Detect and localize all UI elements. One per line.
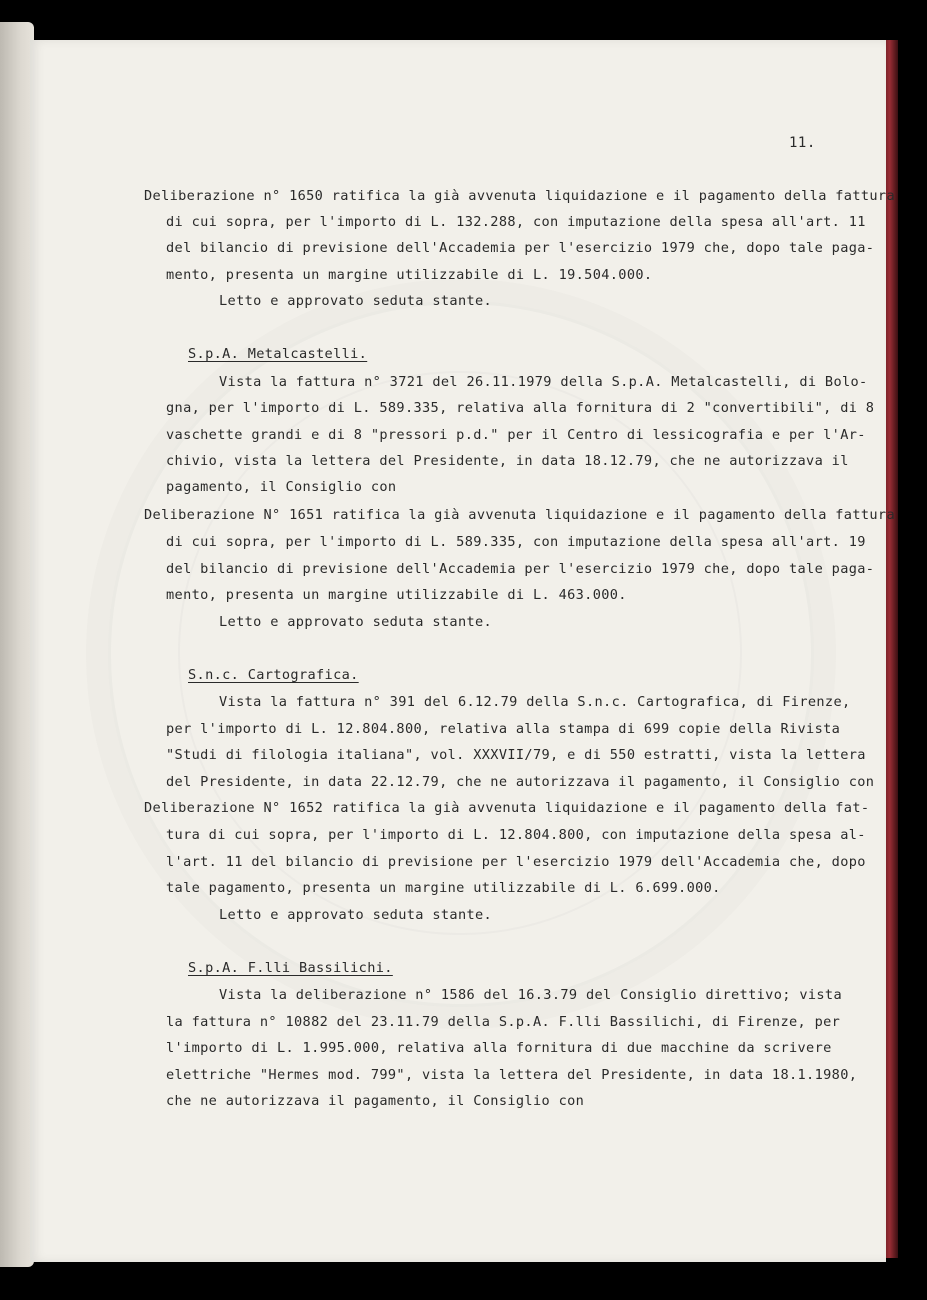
text-line: pagamento, il Consiglio con xyxy=(166,479,397,495)
text-line: di cui sopra, per l'importo di L. 589.335, con imputazione della spesa all'art. 19 xyxy=(166,534,866,550)
text-line: Deliberazione n° 1650 ratifica la già avvenuta liquidazione e il pagamento della fattura xyxy=(144,188,896,204)
book-cover-edge xyxy=(884,40,898,1258)
text-line: Deliberazione N° 1652 ratifica la già avvenuta liquidazione e il pagamento della fat- xyxy=(144,800,870,816)
text-line: Deliberazione N° 1651 ratifica la già avvenuta liquidazione e il pagamento della fattura xyxy=(144,507,896,523)
section-heading: S.p.A. Metalcastelli. xyxy=(188,346,368,362)
text-line: Vista la fattura n° 391 del 6.12.79 della S.n.c. Cartografica, di Firenze, xyxy=(219,694,851,710)
text-line: l'importo di L. 1.995.000, relativa alla fornitura di due macchine da scrivere xyxy=(166,1040,832,1056)
text-line: gna, per l'importo di L. 589.335, relativa alla fornitura di 2 "convertibili", di 8 xyxy=(166,400,875,416)
text-line: Letto e approvato seduta stante. xyxy=(219,293,493,309)
text-line: di cui sopra, per l'importo di L. 132.288, con imputazione della spesa all'art. 11 xyxy=(166,214,866,230)
text-line: mento, presenta un margine utilizzabile di L. 463.000. xyxy=(166,587,627,603)
text-line: tura di cui sopra, per l'importo di L. 12.804.800, con imputazione della spesa al- xyxy=(166,827,866,843)
section-heading: S.n.c. Cartografica. xyxy=(188,667,359,683)
adjacent-page-edge xyxy=(0,22,34,1267)
text-line: per l'importo di L. 12.804.800, relativa alla stampa di 699 copie della Rivista xyxy=(166,721,841,737)
text-line: Letto e approvato seduta stante. xyxy=(219,907,493,923)
section-heading: S.p.A. F.lli Bassilichi. xyxy=(188,960,393,976)
text-line: elettriche "Hermes mod. 799", vista la lettera del Presidente, in data 18.1.1980, xyxy=(166,1067,858,1083)
text-line: Vista la deliberazione n° 1586 del 16.3.79 del Consiglio direttivo; vista xyxy=(219,987,842,1003)
text-line: Vista la fattura n° 3721 del 26.11.1979 della S.p.A. Metalcastelli, di Bolo- xyxy=(219,374,868,390)
page-number: 11. xyxy=(789,135,816,151)
text-line: "Studi di filologia italiana", vol. XXXVII/79, e di 550 estratti, vista la lettera xyxy=(166,747,866,763)
text-line: vaschette grandi e di 8 "pressori p.d." per il Centro di lessicografia e per l'Ar- xyxy=(166,427,866,443)
text-line: la fattura n° 10882 del 23.11.79 della S.p.A. F.lli Bassilichi, di Firenze, per xyxy=(166,1014,841,1030)
text-line: del Presidente, in data 22.12.79, che ne autorizzava il pagamento, il Consiglio con xyxy=(166,774,875,790)
text-line: del bilancio di previsione dell'Accademia per l'esercizio 1979 che, dopo tale paga- xyxy=(166,561,875,577)
text-line: tale pagamento, presenta un margine utilizzabile di L. 6.699.000. xyxy=(166,880,721,896)
text-line: che ne autorizzava il pagamento, il Consiglio con xyxy=(166,1093,585,1109)
text-line: Letto e approvato seduta stante. xyxy=(219,614,493,630)
text-line: mento, presenta un margine utilizzabile di L. 19.504.000. xyxy=(166,267,653,283)
text-line: del bilancio di previsione dell'Accademia per l'esercizio 1979 che, dopo tale paga- xyxy=(166,240,875,256)
text-line: l'art. 11 del bilancio di previsione per l'esercizio 1979 dell'Accademia che, dopo xyxy=(166,854,866,870)
text-line: chivio, vista la lettera del Presidente, in data 18.12.79, che ne autorizzava il xyxy=(166,453,849,469)
